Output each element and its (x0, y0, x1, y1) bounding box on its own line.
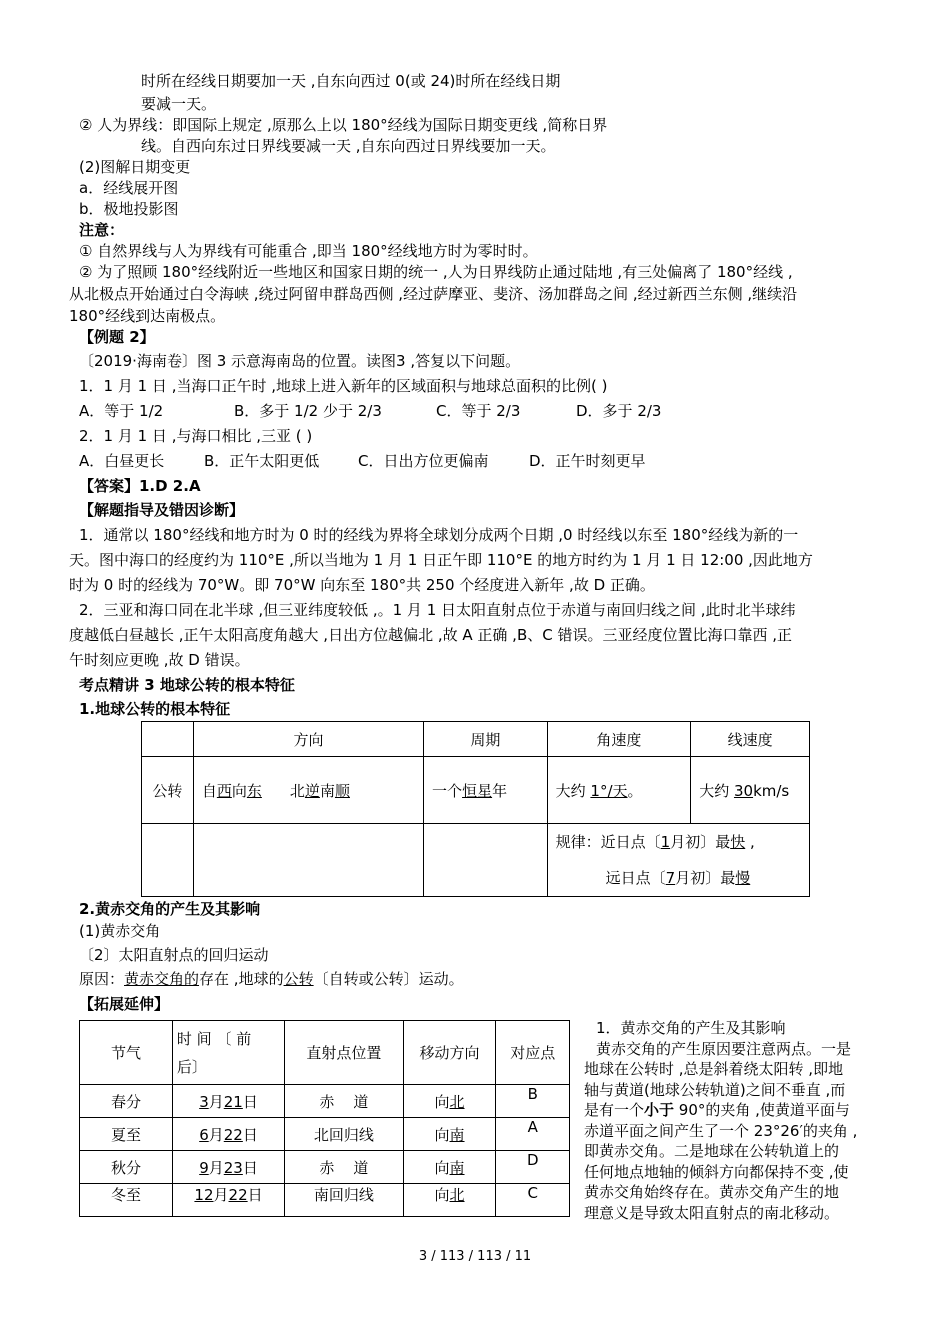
direction-cell: 自西向东 北逆南顺 (193, 757, 423, 824)
text-line: 180°经线到达南极点。 (69, 307, 226, 325)
example-intro: 〔2019·海南卷〕图 3 示意海南岛的位置。读图3 ,答复以下问题。 (79, 352, 521, 370)
guide-line: 2．三亚和海口同在北半球 ,但三亚纬度较低 ,。1 月 1 日太阳直射点位于赤道与南回归线之间 ,此时北半球纬 (79, 601, 796, 619)
q1-option-a: A．等于 1/2 (79, 402, 164, 420)
q2-option-d: D．正午时刻更早 (529, 452, 646, 470)
text-line: 线。自西向东过日界线要减一天 ,自东向西过日界线要加一天。 (141, 137, 556, 155)
header-position: 直射点位置 (285, 1021, 403, 1085)
table-row: 春分 3月21日 赤 道 向北 B (80, 1085, 570, 1118)
angular-speed-cell: 大约 1°/天。 (547, 757, 691, 824)
header-term: 节气 (80, 1021, 173, 1085)
text-line: ② 人为界线：即国际上规定 ,原那么上以 180°经线为国际日期变更线 ,简称日界 (79, 116, 608, 134)
header-linear-speed: 线速度 (691, 722, 810, 757)
q2-option-a: A．白昼更长 (79, 452, 165, 470)
guide-line: 天。图中海口的经度约为 110°E ,所以当地为 1 月 1 日正午即 110°E 的地方时约为 1 月 1 日 12:00 ,因此地方 (69, 551, 813, 569)
guide-line: 度越低白昼越长 ,正午太阳高度角越大 ,日出方位越偏北 ,故 A 正确 ,B、C 错误。三亚经度位置比海口靠西 ,正 (69, 626, 793, 644)
table-row: 秋分 9月23日 赤 道 向南 D (80, 1151, 570, 1184)
text-line: ② 为了照顾 180°经线附近一些地区和国家日期的统一 ,人为日界线防止通过陆地 ,有三处偏离了 180°经线 , (79, 263, 793, 281)
text-line: 〔2〕太阳直射点的回归运动 (79, 946, 269, 964)
text-line: 从北极点开始通过白令海峡 ,绕过阿留申群岛西侧 ,经过萨摩亚、斐济、汤加群岛之间 ,经过新西兰东侧 ,继续沿 (69, 285, 798, 303)
header-period: 周期 (424, 722, 548, 757)
text-line: b．极地投影图 (79, 200, 179, 218)
extension-title: 【拓展延伸】 (79, 995, 170, 1013)
guide-title: 【解题指导及错因诊断】 (79, 501, 245, 519)
q1-option-c: C．等于 2/3 (436, 402, 521, 420)
linear-speed-cell: 大约 30km/s (691, 757, 810, 824)
answer: 【答案】1.D 2.A (79, 477, 201, 495)
question-1: 1．1 月 1 日 ,当海口正午时 ,地球上进入新年的区域面积与地球总面积的比例( ) (79, 377, 608, 395)
guide-line: 时为 0 时的经线为 70°W。即 70°W 向东至 180°共 250 个经度进入新年 ,故 D 正确。 (69, 576, 655, 594)
header-point: 对应点 (496, 1021, 570, 1085)
revolution-table (141, 721, 810, 897)
q1-option-d: D．多于 2/3 (576, 402, 662, 420)
subsection-title: 2.黄赤交角的产生及其影响 (79, 900, 261, 918)
q2-option-c: C．日出方位更偏南 (358, 452, 489, 470)
text-line: (1)黄赤交角 (79, 922, 161, 940)
subsection-title: 1.地球公转的根本特征 (79, 700, 231, 718)
header-direction: 方向 (193, 722, 423, 757)
guide-line: 1．通常以 180°经线和地方时为 0 时的经线为界将全球划分成两个日期 ,0 时经线以东至 180°经线为新的一 (79, 526, 799, 544)
reason-line: 原因：黄赤交角的存在 ,地球的公转〔自转或公转〕运动。 (79, 970, 464, 988)
note-heading: 注意： (79, 221, 125, 239)
text-line: 要减一天。 (141, 95, 217, 113)
header-move-direction: 移动方向 (403, 1021, 496, 1085)
table-row: 冬至 12月22日 南回归线 向北 C (80, 1184, 570, 1217)
rule-cell: 规律：近日点〔1月初〕最快 , 远日点〔7月初〕最慢 (547, 824, 809, 897)
header-angular-speed: 角速度 (547, 722, 691, 757)
period-cell: 一个恒星年 (424, 757, 548, 824)
text-line: a．经线展开图 (79, 179, 179, 197)
section-title: 考点精讲 3 地球公转的根本特征 (79, 676, 295, 694)
text-line: (2)图解日期变更 (79, 158, 191, 176)
text-line: 时所在经线日期要加一天 ,自东向西过 0(或 24)时所在经线日期 (141, 72, 561, 90)
row-label: 公转 (142, 757, 194, 824)
header-time: 时 间 〔 前 后〕 (172, 1021, 284, 1085)
q1-option-b: B．多于 1/2 少于 2/3 (234, 402, 382, 420)
guide-line: 午时刻应更晚 ,故 D 错误。 (69, 651, 250, 669)
question-2: 2．1 月 1 日 ,与海口相比 ,三亚 ( ) (79, 427, 313, 445)
side-note: 1．黄赤交角的产生及其影响 黄赤交角的产生原因要注意两点。一是 地球在公转时 ,总是斜着绕太阳转 ,即地 轴与黄道(地球公转轨道)之间不垂直 ,而 是有一个小于 90°的夹角 ,使黄道平面与 赤道平面之间产生了一个 23°26′的夹角 , 即黄赤交角。二是地球在公转轨道上的 任何地点地轴的倾斜方向都保持不变 ,使 黄赤交角始终存在。黄赤交角产生的地 理意义是导致太阳直射点的南北移动。 (584, 1019, 858, 1222)
example-title: 【例题 2】 (79, 328, 155, 346)
solar-terms-table (79, 1020, 570, 1217)
text-line: ① 自然界线与人为界线有可能重合 ,即当 180°经线地方时为零时时。 (79, 242, 538, 260)
page-number: 3 / 113 / 113 / 11 (418, 1249, 532, 1264)
q2-option-b: B．正午太阳更低 (204, 452, 320, 470)
table-row: 夏至 6月22日 北回归线 向南 A (80, 1118, 570, 1151)
